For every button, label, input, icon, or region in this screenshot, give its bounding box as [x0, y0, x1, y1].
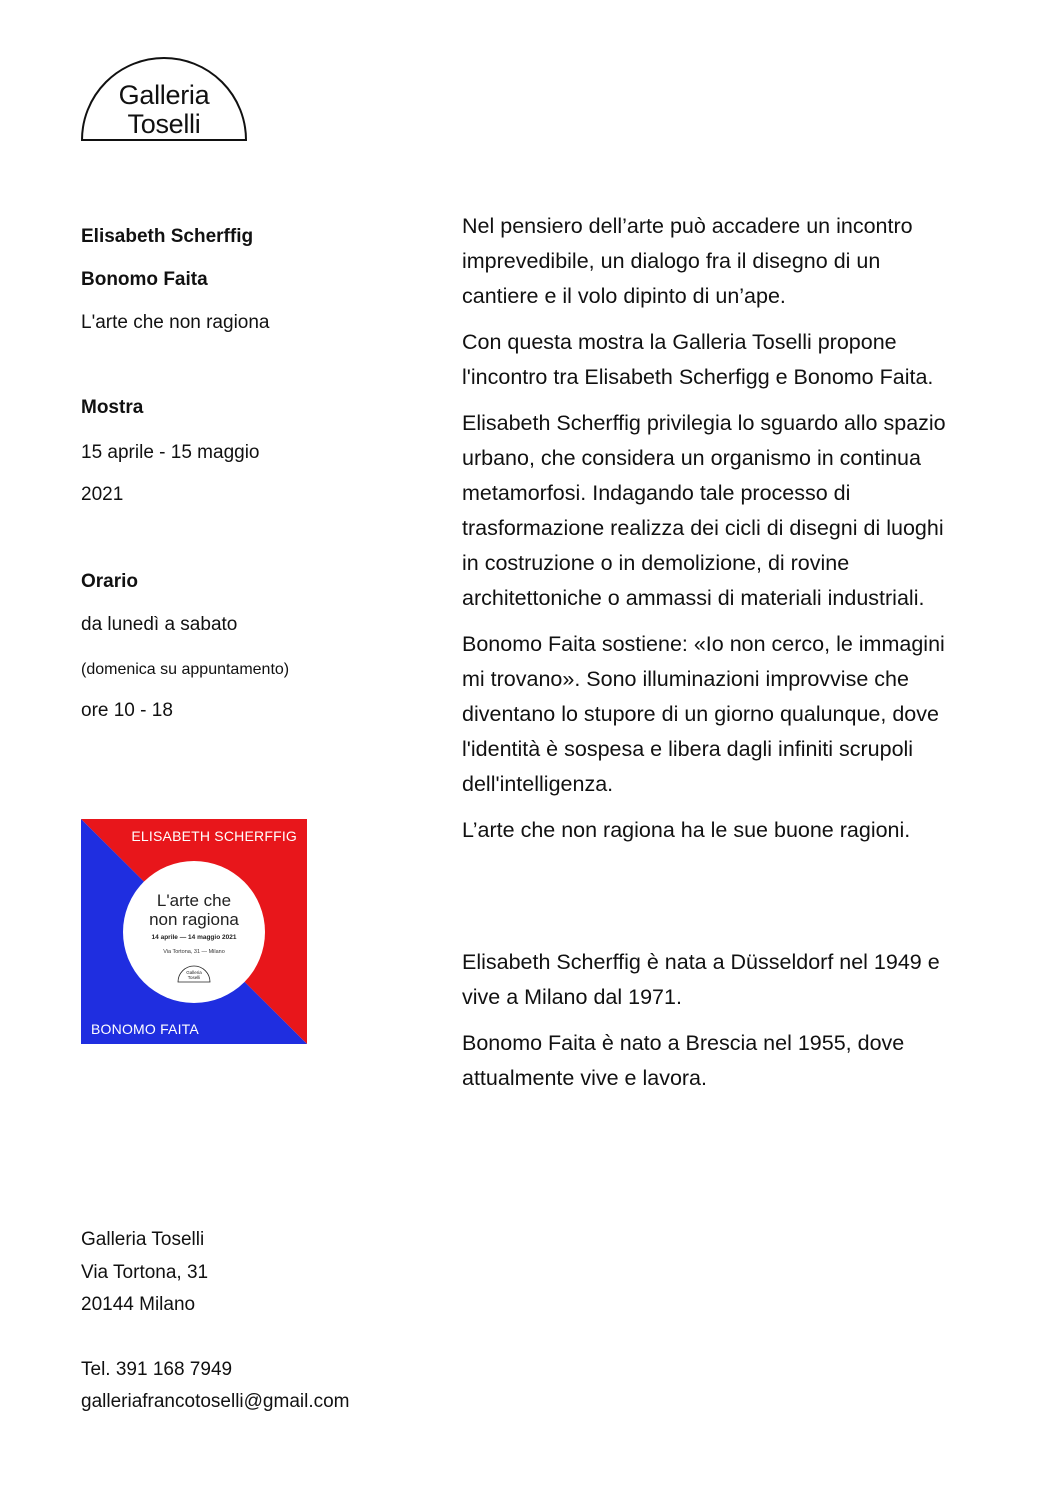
- poster-dates: 14 aprile — 14 maggio 2021: [151, 934, 237, 941]
- mostra-heading: Mostra: [81, 397, 144, 418]
- orario-heading: Orario: [81, 571, 139, 592]
- artist-name-1: Elisabeth Scherffig: [81, 226, 254, 247]
- contact-block: [81, 1224, 350, 1419]
- mostra-dates: 15 aprile - 15 maggio: [81, 442, 260, 463]
- poster-logo-line2: Toselli: [187, 975, 201, 980]
- body-paragraph-4: Bonomo Faita sostiene: «Io non cerco, le immagini mi trovano». Sono illuminazioni improvvise che diventano lo stupore di un giorno qualunque, dove l'identità è sospesa e libera dagli infiniti scrupoli dell'intelligenza.: [462, 632, 945, 796]
- poster-logo-line1: Galleria: [186, 970, 202, 975]
- exhibition-title: L'arte che non ragiona: [81, 312, 270, 333]
- poster-bottom-label: BONOMO FAITA: [91, 1021, 199, 1037]
- logo-line2: Toselli: [127, 109, 201, 139]
- poster-title: [123, 891, 265, 929]
- orario-days: da lunedì a sabato: [81, 614, 238, 635]
- orario-hours: ore 10 - 18: [81, 700, 173, 721]
- poster-circle: [123, 861, 265, 1003]
- poster-top-label: ELISABETH SCHERFFIG: [131, 828, 297, 844]
- poster-title-line1: L'arte che: [156, 891, 232, 910]
- poster-title-line2: non ragiona: [149, 910, 239, 929]
- gallery-logo: [80, 56, 248, 142]
- logo-line1: Galleria: [118, 80, 210, 110]
- body-paragraph-1: Nel pensiero dell’arte può accadere un incontro imprevedibile, un dialogo fra il disegno di un cantiere e il volo dipinto di un’ape.: [462, 214, 913, 308]
- exhibition-text: [462, 209, 962, 1107]
- body-paragraph-5: L’arte che non ragiona ha le sue buone ragioni.: [462, 818, 911, 842]
- poster-logo: [177, 965, 211, 983]
- exhibition-poster: [81, 819, 307, 1044]
- poster-address: Via Tortona, 31 — Milano: [163, 949, 225, 955]
- contact-street: Via Tortona, 31: [81, 1261, 209, 1283]
- bio-paragraph-1: Elisabeth Scherffig è nata a Düsseldorf nel 1949 e vive a Milano dal 1971.: [462, 950, 940, 1009]
- mostra-year: 2021: [81, 484, 124, 505]
- orario-note: (domenica su appuntamento): [81, 661, 290, 678]
- contact-name: Galleria Toselli: [81, 1229, 205, 1250]
- body-paragraph-3: Elisabeth Scherffig privilegia lo sguardo allo spazio urbano, che considera un organismo in continua metamorfosi. Indagando tale processo di trasformazione realizza dei cicli di disegni di luoghi in costruzione o in demolizione, di rovine architettoniche o ammassi di materiali industriali.: [462, 411, 946, 610]
- contact-phone: Tel. 391 168 7949: [81, 1358, 233, 1380]
- contact-city: 20144 Milano: [81, 1294, 196, 1315]
- bio-paragraph-2: Bonomo Faita è nato a Brescia nel 1955, dove attualmente vive e lavora.: [462, 1031, 905, 1090]
- body-paragraph-2: Con questa mostra la Galleria Toselli propone l'incontro tra Elisabeth Scherfigg e Bonomo Faita.: [462, 330, 934, 389]
- contact-email: galleriafrancotoselli@gmail.com: [81, 1391, 350, 1412]
- artist-name-2: Bonomo Faita: [81, 269, 208, 290]
